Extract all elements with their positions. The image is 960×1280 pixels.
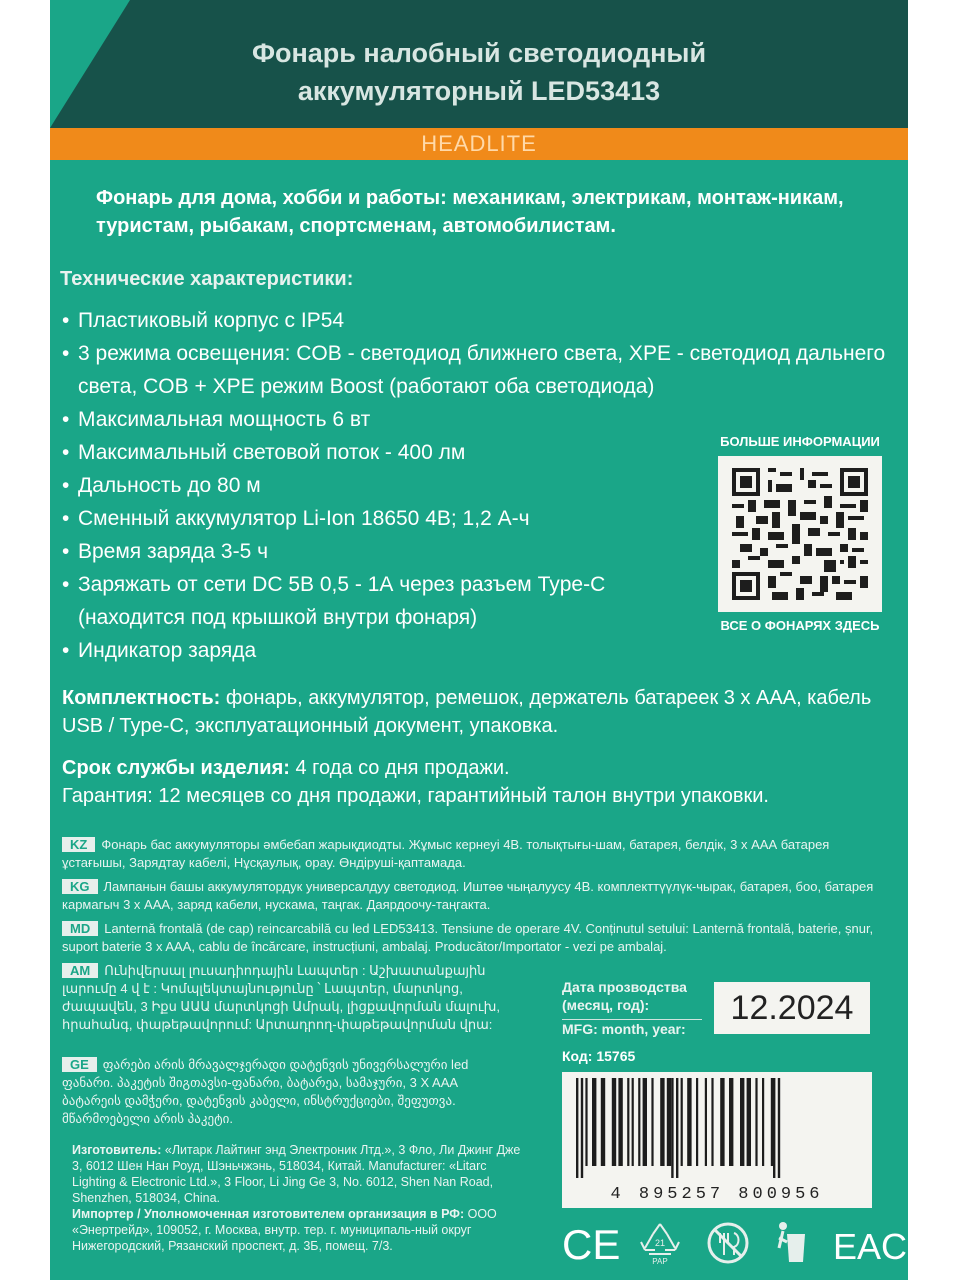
kit-text: фонарь, аккумулятор, ремешок, держатель батареек 3 х ААА, кабель USB / Type-C, эксплуатационный документ, упаковка. — [62, 687, 872, 737]
barcode-bar — [771, 1078, 773, 1166]
warranty-text: Гарантия: 12 месяцев со дня продажи, гарантийный талон внутри упаковки. — [62, 785, 769, 807]
barcode-bar — [612, 1078, 616, 1166]
certification-marks — [560, 1218, 908, 1268]
qr-code[interactable] — [718, 456, 882, 612]
spec-item: • Заряжать от сети DC 5В 0,5 - 1А через разъем Type-C (находится под крышкой внутри фонаря) — [60, 568, 678, 634]
pap-label: PAP — [652, 1257, 668, 1266]
lang-text: Lanternă frontală (de cap) reincarcabilă cu led LED53413. Tensiune de operare 4V. Conținutul setului: Lanternă frontală, baterie, șnur, suport baterie 3 x AAA, cablu de încărcare, instrucțiuni, ambalaj. Producător/Importator - vezi pe ambalaj. — [62, 921, 874, 954]
barcode-bar — [711, 1078, 713, 1166]
recycle-number: 21 — [654, 1238, 666, 1248]
barcode-bar — [581, 1078, 583, 1178]
manufacturer-text: «Литарк Лайтинг энд Электроник Лтд.», 3 Фло, Ли Джинг Дже 3, 6012 Шен Нан Роуд, Шэньчжэнь, 518034, Китай. Manufacturer: «Litarc Lighting & Electronic Ltd.», 3 Floor, Li Jing Ge 3, No. 6012, Shen Nan Road, Shenzhen, 518034, China. — [72, 1143, 521, 1205]
barcode-bar — [651, 1078, 653, 1166]
title-line-2: аккумуляторный LED53413 — [297, 76, 661, 106]
barcode-bar — [762, 1078, 764, 1166]
qr-top-label: БОЛЬШЕ ИНФОРМАЦИИ — [720, 434, 880, 449]
qr-code-icon — [732, 468, 868, 600]
title-line-1: Фонарь налобный светодиодный — [251, 38, 707, 68]
barcode-bar — [671, 1078, 673, 1178]
brand-band: HEADLITE — [50, 128, 908, 160]
lang-row-ge — [62, 1056, 512, 1128]
barcode-bar — [627, 1078, 629, 1166]
ce-mark-text: CE — [562, 1221, 621, 1268]
barcode-bar — [638, 1078, 640, 1166]
service-block — [62, 754, 892, 810]
barcode-bar — [618, 1078, 622, 1166]
barcode-bar — [705, 1078, 707, 1166]
lang-tag: MD — [62, 921, 98, 936]
lang-tag: KG — [62, 879, 98, 894]
spec-item: • Дальность до 80 м — [60, 469, 700, 502]
barcode-bar — [601, 1078, 605, 1166]
qr-bottom-label: ВСЕ О ФОНАРЯХ ЗДЕСЬ — [720, 618, 880, 633]
lang-row-kg — [62, 878, 882, 914]
spec-item: • Сменный аккумулятор Li-Ion 18650 4В; 1,2 А-ч — [60, 502, 700, 535]
barcode — [562, 1072, 872, 1208]
service-label: Срок службы изделия: — [62, 757, 290, 779]
barcode-bar — [720, 1078, 724, 1166]
mfg-date: 12.2024 — [714, 982, 870, 1034]
barcode-bars — [572, 1078, 862, 1186]
barcode-bar — [729, 1078, 733, 1166]
manufacturer-label: Изготовитель: — [72, 1143, 162, 1157]
spec-item: • 3 режима освещения: COB - светодиод ближнего света, XPE - светодиод дальнего света, COB + XPE режим Boost (работают оба светодиода) — [60, 337, 908, 403]
spec-item: • Максимальный световой поток - 400 лм — [60, 436, 700, 469]
mfg-label-ru: Дата прозводства (месяц, год): — [562, 979, 687, 1013]
mfg-divider — [562, 1019, 702, 1020]
importer-label: Импортер / Уполномоченная изготовителем организация в РФ: — [72, 1207, 465, 1221]
maker-block — [72, 1142, 522, 1254]
spec-item: • Максимальная мощность 6 вт — [60, 403, 700, 436]
lang-row-am — [62, 962, 512, 1034]
ce-mark-icon — [560, 1221, 621, 1268]
product-title — [50, 34, 908, 110]
mfg-label — [562, 978, 712, 1038]
lang-text: ფარები არის მრავალჯერადი დატენვის უნივერსალური led ფანარი. პაკეტის შიგთავსი-ფანარი, ბატარეა, სამაჯური, 3 X AAA ბატარეის დამჭერი, დატენვის კაბელი, ინსტრუქციები, შეფუთვა. მწარმოებელი არის პაკეტი. — [62, 1057, 469, 1126]
recycle-bin-icon — [773, 1220, 809, 1266]
barcode-bar — [660, 1078, 664, 1166]
product-code: Код: 15765 — [562, 1048, 636, 1064]
barcode-bar — [576, 1078, 578, 1178]
eac-mark-icon — [832, 1221, 908, 1267]
lang-text: Фонарь бас аккумуляторы әмбебап жарықдиодты. Жұмыс кернеуі 4В. толықтығы-шам, батарея, белдік, 3 х ААА батарея ұстағышы, Зарядтау кабелі, Нұсқаулық, орау. Өндіруші-қаптамада. — [62, 837, 830, 870]
barcode-bar — [687, 1078, 691, 1166]
barcode-bar — [755, 1078, 757, 1166]
barcode-number: 4 895257 800956 — [610, 1185, 824, 1204]
service-text: 4 года со дня продажи. — [289, 757, 510, 779]
barcode-bar — [747, 1078, 751, 1166]
not-food-contact-icon — [706, 1221, 750, 1265]
lang-text: Ունիվերսալ լուսադիոդային Լապտեր : Աշխատանքային լարումը 4 վ է : Կոմպլեկտայնությունը ՝ Լապտեր, մարտկոց, ժապավեն, 3 Իքս ԱԱԱ մարտկոցի Ամրակ, լիցքավորման մալուխ, հրահանգ, փաթեթավորում: Արտադրող-փաթեթավորման վրա: — [62, 963, 500, 1032]
lang-tag: GE — [62, 1057, 97, 1072]
barcode-bar — [773, 1078, 775, 1178]
lang-text: Лампанын башы аккумулятордук универсалдуу светодиод. Иштөө чыңалуусу 4В. комплекттүүлүк-чырак, батарея, боо, батарея кармагыч 3 х ААА, заряд кабели, нускама, таңгак. Даярдоочу-таңгакта. — [62, 879, 874, 912]
eac-mark-text: EAC — [833, 1226, 908, 1267]
barcode-bar — [585, 1078, 587, 1166]
barcode-bar — [681, 1078, 683, 1166]
lang-tag: KZ — [62, 837, 95, 852]
package-panel — [50, 0, 908, 1280]
kit-label: Комплектность: — [62, 687, 221, 709]
barcode-bar — [740, 1078, 744, 1166]
recycle-pap-icon — [637, 1220, 683, 1266]
importer-text: ООО «Энертрейд», 109052, г. Москва, внутр. тер. г. муниципаль-ный округ Нижегородский, Рязанский проспект, д. 3Б, помещ. 7/3. — [72, 1207, 497, 1253]
spec-item: • Время заряда 3-5 ч — [60, 535, 700, 568]
barcode-bar — [592, 1078, 596, 1166]
barcode-bar — [676, 1078, 678, 1178]
lang-row-kz — [62, 836, 882, 872]
mfg-label-en: MFG: month, year: — [562, 1021, 686, 1037]
barcode-bar — [778, 1078, 780, 1178]
kit-block — [62, 684, 892, 740]
lang-row-md — [62, 920, 882, 956]
barcode-bar — [632, 1078, 634, 1166]
barcode-bar — [667, 1078, 671, 1166]
spec-item: • Пластиковый корпус с IP54 — [60, 304, 700, 337]
spec-item: • Индикатор заряда — [60, 634, 700, 667]
lang-tag: AM — [62, 963, 98, 978]
intro-text: Фонарь для дома, хобби и работы: механикам, электрикам, монтаж-никам, туристам, рыбакам, спортсменам, автомобилистам. — [96, 187, 844, 237]
specs-title: Технические характеристики: — [60, 268, 354, 290]
barcode-bar — [696, 1078, 698, 1166]
barcode-bar — [643, 1078, 647, 1166]
